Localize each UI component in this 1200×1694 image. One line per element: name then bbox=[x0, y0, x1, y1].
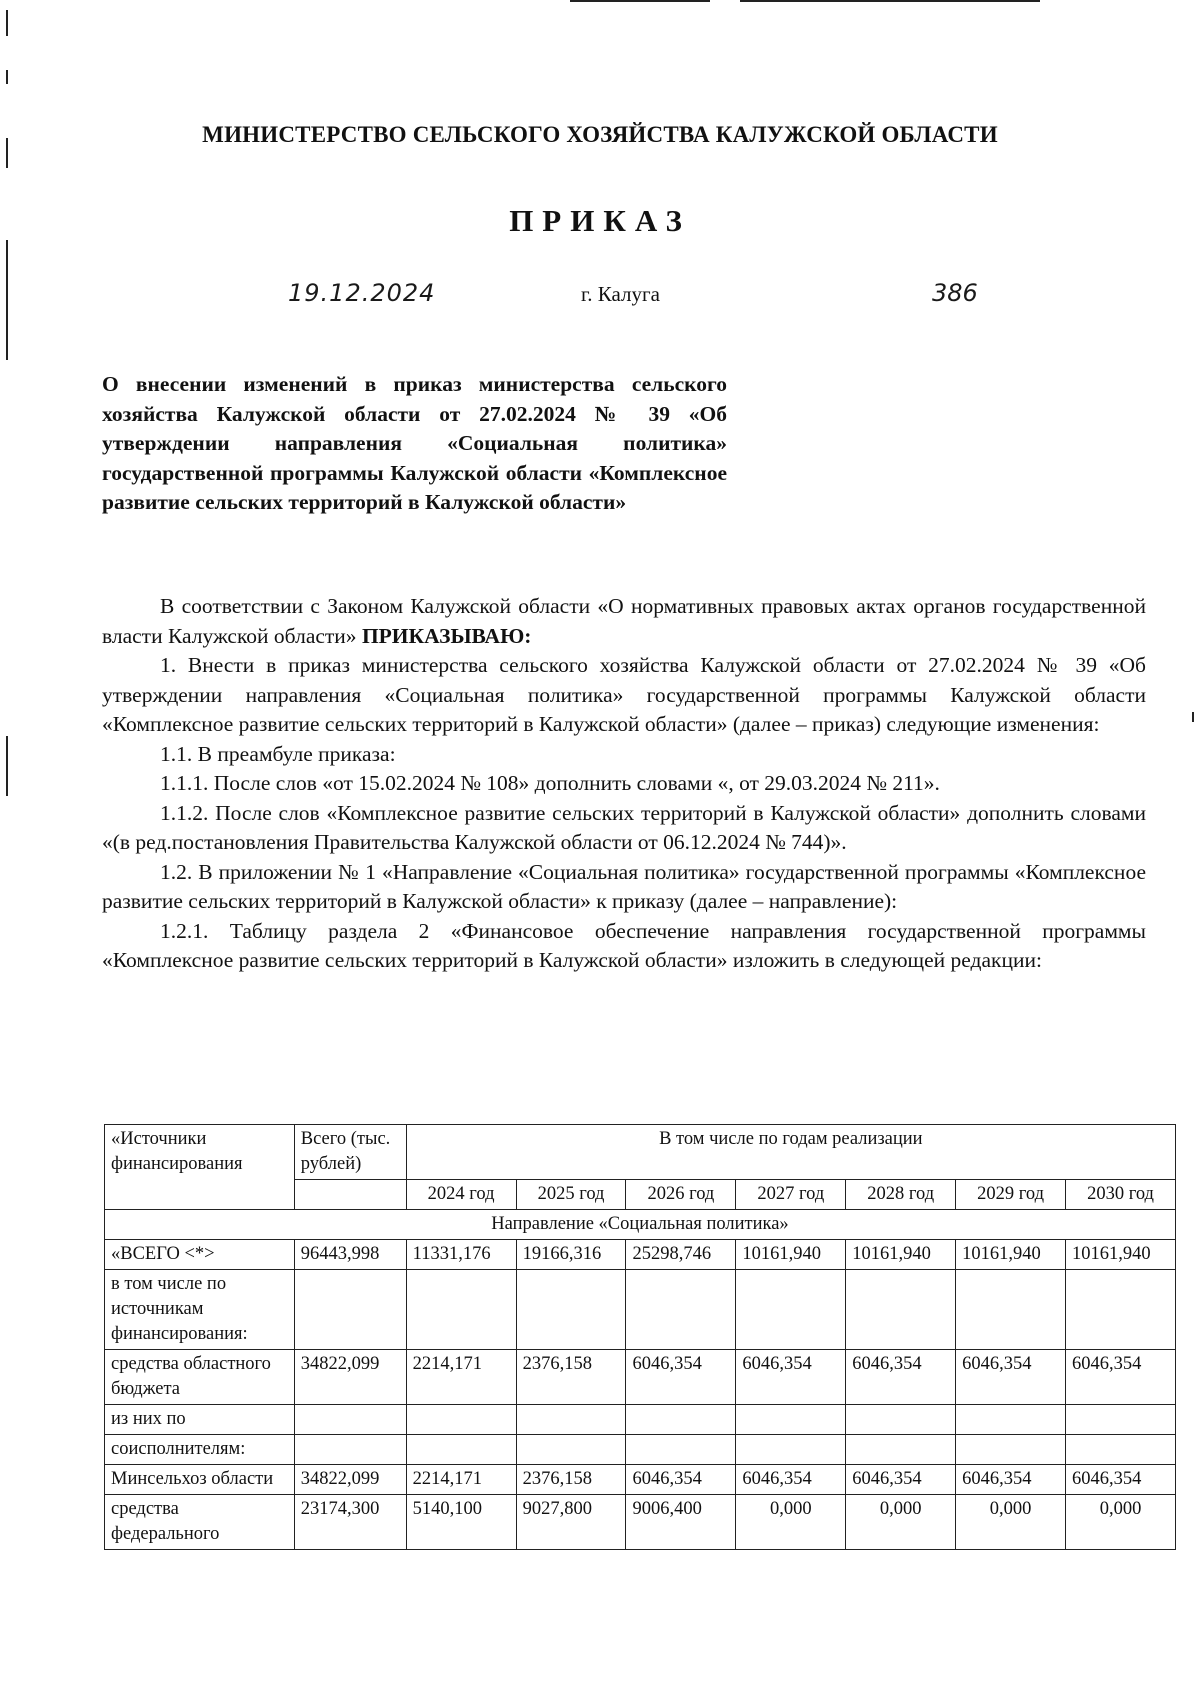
table-row bbox=[105, 1435, 1176, 1465]
row-year-value bbox=[956, 1270, 1066, 1350]
row-year-value: 10161,940 bbox=[846, 1240, 956, 1270]
row-year-value: 6046,354 bbox=[1066, 1350, 1176, 1405]
section-title: Направление «Социальная политика» bbox=[105, 1210, 1176, 1240]
row-label: из них по bbox=[105, 1405, 295, 1435]
row-year-value: 0,000 bbox=[736, 1495, 846, 1550]
row-label: средства федерального bbox=[105, 1495, 295, 1550]
row-year-value: 5140,100 bbox=[406, 1495, 516, 1550]
scan-edge-mark bbox=[1192, 712, 1194, 722]
row-year-value bbox=[626, 1405, 736, 1435]
section-row bbox=[105, 1210, 1176, 1240]
order-subject: О внесении изменений в приказ министерства сельского хозяйства Калужской области от 27.02.2024 № 39 «Об утверждении направления «Социальная политика» государственной программы Калужской области «Комплексное развитие сельских территорий в Калужской области» bbox=[102, 372, 727, 514]
row-label: соисполнителям: bbox=[105, 1435, 295, 1465]
header-source: «Источники финансирования bbox=[105, 1125, 295, 1210]
scan-edge-mark bbox=[6, 10, 8, 36]
header-years-group: В том числе по годам реализации bbox=[406, 1125, 1175, 1180]
paragraph-1: 1. Внести в приказ министерства сельского хозяйства Калужской области от 27.02.2024 № 39 «Об утверждении направления «Социальная политика» государственной программы Калужской области «Комплексное развитие сельских территорий в Калужской области» (далее – приказ) следующие изменения: bbox=[102, 653, 1146, 736]
row-year-value: 6046,354 bbox=[846, 1350, 956, 1405]
header-year: 2030 год bbox=[1066, 1180, 1176, 1210]
row-year-value bbox=[516, 1435, 626, 1465]
row-year-value bbox=[406, 1270, 516, 1350]
table-row bbox=[105, 1240, 1176, 1270]
row-year-value: 6046,354 bbox=[736, 1350, 846, 1405]
intro-paragraph bbox=[102, 592, 1146, 651]
row-total: 96443,998 bbox=[294, 1240, 406, 1270]
row-year-value: 6046,354 bbox=[626, 1465, 736, 1495]
row-year-value bbox=[956, 1435, 1066, 1465]
row-year-value bbox=[846, 1435, 956, 1465]
paragraph-1-2: 1.2. В приложении № 1 «Направление «Социальная политика» государственной программы «Комплексное развитие сельских территорий в Калужской области» к приказу (далее – направление): bbox=[102, 859, 1146, 913]
table-row bbox=[105, 1405, 1176, 1435]
table-row bbox=[105, 1350, 1176, 1405]
paragraph-1-1-1: 1.1.1. После слов «от 15.02.2024 № 108» дополнить словами «, от 29.03.2024 № 211». bbox=[160, 771, 940, 795]
row-year-value bbox=[516, 1270, 626, 1350]
row-year-value bbox=[516, 1405, 626, 1435]
row-year-value: 0,000 bbox=[956, 1495, 1066, 1550]
row-year-value: 10161,940 bbox=[1066, 1240, 1176, 1270]
row-label: в том числе по источникам финансирования: bbox=[105, 1270, 295, 1350]
ministry-name: МИНИСТЕРСТВО СЕЛЬСКОГО ХОЗЯЙСТВА КАЛУЖСКОЙ ОБЛАСТИ bbox=[202, 122, 998, 147]
paragraph-1-1: 1.1. В преамбуле приказа: bbox=[160, 741, 396, 766]
row-label: средства областного бюджета bbox=[105, 1350, 295, 1405]
row-year-value bbox=[1066, 1435, 1176, 1465]
order-body bbox=[102, 592, 1146, 976]
row-year-value bbox=[406, 1405, 516, 1435]
order-city: г. Калуга bbox=[581, 282, 660, 306]
row-year-value: 10161,940 bbox=[736, 1240, 846, 1270]
table-row bbox=[105, 1495, 1176, 1550]
row-year-value: 2376,158 bbox=[516, 1465, 626, 1495]
header-year: 2029 год bbox=[956, 1180, 1066, 1210]
row-year-value: 11331,176 bbox=[406, 1240, 516, 1270]
row-year-value bbox=[626, 1435, 736, 1465]
order-number: 386 bbox=[932, 279, 978, 307]
header-total-blank bbox=[294, 1180, 406, 1210]
row-year-value: 2376,158 bbox=[516, 1350, 626, 1405]
order-word: ПРИКАЗЫВАЮ: bbox=[361, 623, 532, 648]
header-year: 2027 год bbox=[736, 1180, 846, 1210]
row-total: 34822,099 bbox=[294, 1350, 406, 1405]
header-year: 2028 год bbox=[846, 1180, 956, 1210]
document-type-title: ПРИКАЗ bbox=[509, 203, 691, 238]
row-year-value: 6046,354 bbox=[626, 1350, 736, 1405]
row-year-value: 9006,400 bbox=[626, 1495, 736, 1550]
row-year-value: 19166,316 bbox=[516, 1240, 626, 1270]
header-year: 2025 год bbox=[516, 1180, 626, 1210]
row-total bbox=[294, 1405, 406, 1435]
row-year-value: 2214,171 bbox=[406, 1465, 516, 1495]
table-row bbox=[105, 1465, 1176, 1495]
scan-edge-mark bbox=[6, 240, 8, 360]
row-year-value: 6046,354 bbox=[956, 1465, 1066, 1495]
intro-text: В соответствии с Законом Калужской области «О нормативных правовых актах органов государственной власти Калужской области» bbox=[102, 594, 1146, 648]
financing-table bbox=[104, 1124, 1176, 1550]
row-total: 23174,300 bbox=[294, 1495, 406, 1550]
row-label: «ВСЕГО <*> bbox=[105, 1240, 295, 1270]
paragraph-1-1-2: 1.1.2. После слов «Комплексное развитие сельских территорий в Калужской области» дополнить словами «(в ред.постановления Правительства Калужской области от 06.12.2024 № 744)». bbox=[102, 800, 1146, 854]
header-year: 2024 год bbox=[406, 1180, 516, 1210]
row-total: 34822,099 bbox=[294, 1465, 406, 1495]
scan-edge-mark bbox=[6, 736, 8, 796]
row-year-value bbox=[736, 1435, 846, 1465]
scan-top-mark bbox=[740, 0, 1040, 2]
row-year-value bbox=[956, 1405, 1066, 1435]
row-label: Минсельхоз области bbox=[105, 1465, 295, 1495]
row-year-value bbox=[846, 1405, 956, 1435]
row-year-value: 6046,354 bbox=[956, 1350, 1066, 1405]
row-year-value: 9027,800 bbox=[516, 1495, 626, 1550]
table-body bbox=[105, 1240, 1176, 1550]
row-year-value: 0,000 bbox=[846, 1495, 956, 1550]
row-year-value: 25298,746 bbox=[626, 1240, 736, 1270]
header-year: 2026 год bbox=[626, 1180, 736, 1210]
row-year-value: 6046,354 bbox=[1066, 1465, 1176, 1495]
row-year-value: 2214,171 bbox=[406, 1350, 516, 1405]
row-year-value: 6046,354 bbox=[846, 1465, 956, 1495]
row-year-value bbox=[846, 1270, 956, 1350]
row-year-value bbox=[1066, 1405, 1176, 1435]
order-date: 19.12.2024 bbox=[288, 279, 436, 307]
row-year-value bbox=[626, 1270, 736, 1350]
row-year-value: 0,000 bbox=[1066, 1495, 1176, 1550]
table-header-row bbox=[105, 1125, 1176, 1180]
row-year-value bbox=[736, 1405, 846, 1435]
row-total bbox=[294, 1435, 406, 1465]
row-total bbox=[294, 1270, 406, 1350]
row-year-value bbox=[406, 1435, 516, 1465]
scan-top-mark bbox=[570, 0, 710, 2]
row-year-value bbox=[736, 1270, 846, 1350]
row-year-value: 6046,354 bbox=[736, 1465, 846, 1495]
header-total: Всего (тыс. рублей) bbox=[294, 1125, 406, 1180]
row-year-value bbox=[1066, 1270, 1176, 1350]
table-row bbox=[105, 1270, 1176, 1350]
scan-edge-mark bbox=[6, 70, 8, 84]
row-year-value: 10161,940 bbox=[956, 1240, 1066, 1270]
paragraph-1-2-1: 1.2.1. Таблицу раздела 2 «Финансовое обеспечение направления государственной программы «Комплексное развитие сельских территорий в Калужской области» изложить в следующей редакции: bbox=[102, 918, 1146, 972]
